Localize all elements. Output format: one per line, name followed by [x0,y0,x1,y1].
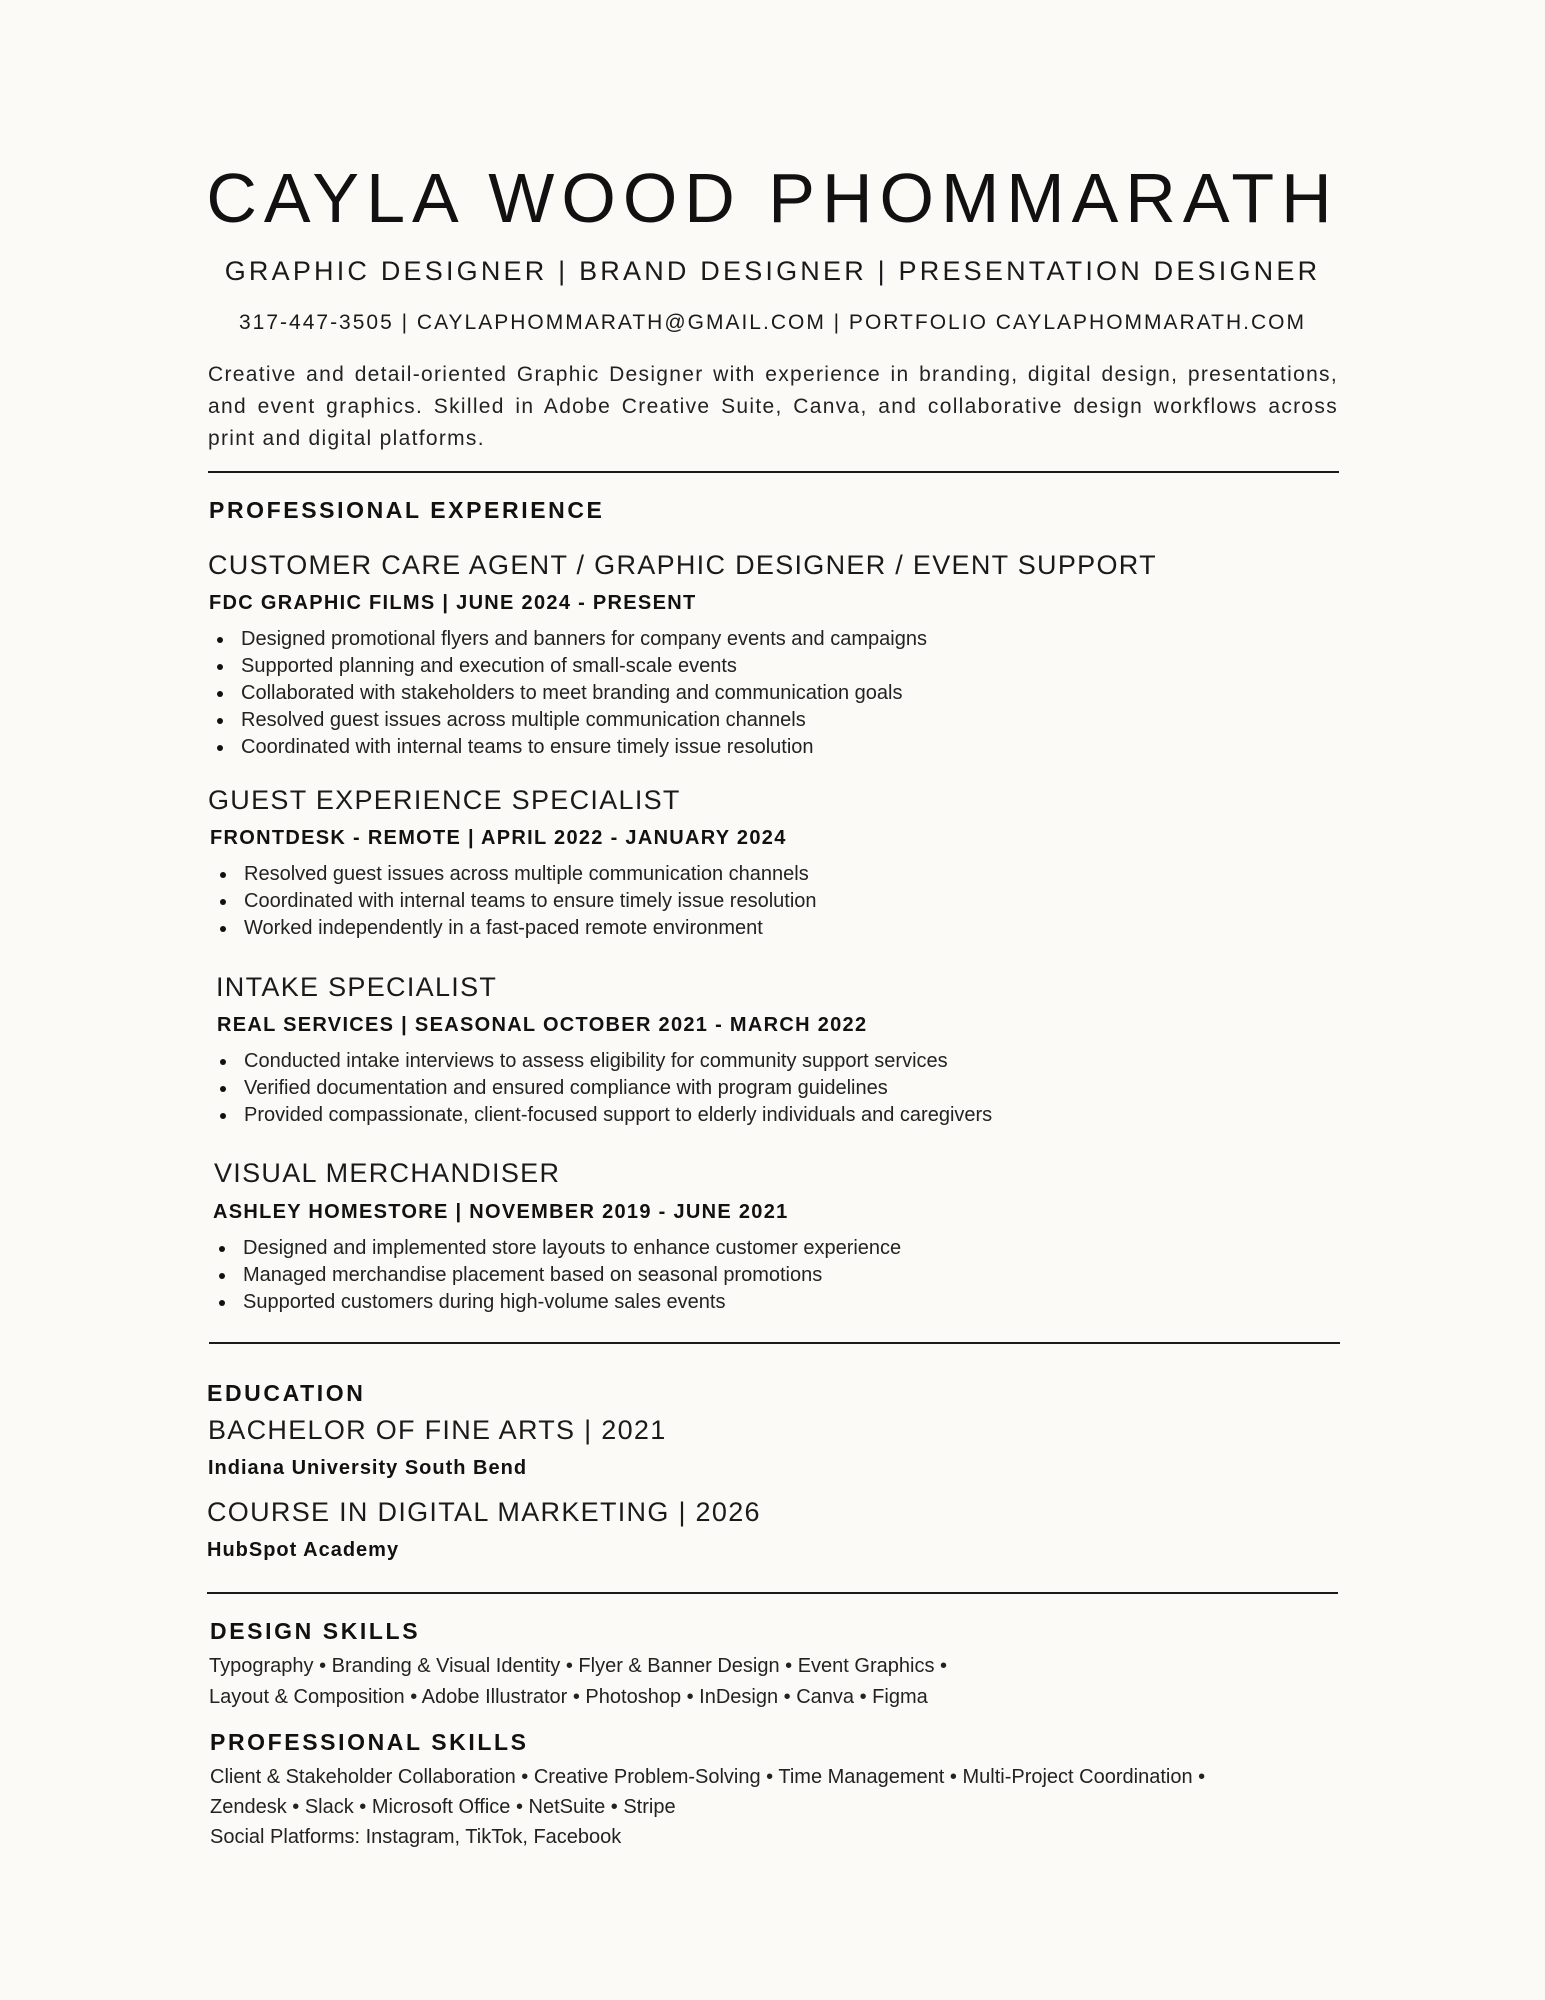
section-divider [207,1592,1338,1594]
list-item: Coordinated with internal teams to ensure timely issue resolution [209,734,927,761]
education-heading: EDUCATION [207,1380,366,1406]
list-item: Worked independently in a fast-paced remote environment [212,915,817,942]
design-skills-line: Layout & Composition • Adobe Illustrator • Photoshop • InDesign • Canva • Figma [209,1686,928,1708]
job-meta: FRONTDESK - REMOTE | APRIL 2022 - JANUARY 2024 [210,827,787,849]
list-item: Managed merchandise placement based on seasonal promotions [211,1262,901,1289]
professional-skills-heading: PROFESSIONAL SKILLS [210,1729,529,1755]
list-item: Verified documentation and ensured compliance with program guidelines [212,1075,992,1102]
job-title: INTAKE SPECIALIST [216,972,498,1002]
experience-heading: PROFESSIONAL EXPERIENCE [209,497,605,523]
job-title: GUEST EXPERIENCE SPECIALIST [208,785,681,815]
list-item: Conducted intake interviews to assess eligibility for community support services [212,1048,992,1075]
job-bullets [212,1048,992,1129]
education-degree: COURSE IN DIGITAL MARKETING | 2026 [207,1497,761,1527]
list-item: Collaborated with stakeholders to meet branding and communication goals [209,680,927,707]
design-skills-line: Typography • Branding & Visual Identity • Flyer & Banner Design • Event Graphics • [209,1655,948,1677]
list-item: Provided compassionate, client-focused support to elderly individuals and caregivers [212,1102,992,1129]
section-divider [209,1342,1340,1344]
section-divider [208,471,1339,473]
education-degree: BACHELOR OF FINE ARTS | 2021 [208,1415,667,1445]
education-school: HubSpot Academy [207,1539,400,1561]
job-bullets [209,626,927,761]
job-title: VISUAL MERCHANDISER [214,1158,561,1188]
job-meta: REAL SERVICES | SEASONAL OCTOBER 2021 - MARCH 2022 [217,1014,868,1036]
list-item: Resolved guest issues across multiple communication channels [212,861,817,888]
job-title: CUSTOMER CARE AGENT / GRAPHIC DESIGNER / EVENT SUPPORT [208,550,1157,580]
candidate-name: CAYLA WOOD PHOMMARATH [206,159,1339,237]
professional-summary: Creative and detail-oriented Graphic Designer with experience in branding, digital design, presentations, and event graphics. Skilled in Adobe Creative Suite, Canva, and collaborative design workflows across print and digital platforms. [208,363,1338,450]
list-item: Resolved guest issues across multiple communication channels [209,707,927,734]
job-bullets [211,1235,901,1316]
list-item: Designed and implemented store layouts to enhance customer experience [211,1235,901,1262]
job-meta: ASHLEY HOMESTORE | NOVEMBER 2019 - JUNE 2021 [213,1201,789,1223]
list-item: Supported customers during high-volume sales events [211,1289,901,1316]
list-item: Designed promotional flyers and banners for company events and campaigns [209,626,927,653]
job-bullets [212,861,817,942]
job-meta: FDC GRAPHIC FILMS | JUNE 2024 - PRESENT [209,592,697,614]
contact-line: 317-447-3505 | CAYLAPHOMMARATH@GMAIL.COM | PORTFOLIO CAYLAPHOMMARATH.COM [239,311,1306,334]
list-item: Coordinated with internal teams to ensure timely issue resolution [212,888,817,915]
design-skills-heading: DESIGN SKILLS [210,1618,421,1644]
professional-skills-line: Social Platforms: Instagram, TikTok, Facebook [210,1826,622,1848]
list-item: Supported planning and execution of small-scale events [209,653,927,680]
professional-skills-line: Client & Stakeholder Collaboration • Creative Problem-Solving • Time Management • Multi-Project Coordination • [210,1766,1206,1788]
professional-skills-line: Zendesk • Slack • Microsoft Office • NetSuite • Stripe [210,1796,676,1818]
job-titles-line: GRAPHIC DESIGNER | BRAND DESIGNER | PRESENTATION DESIGNER [224,256,1321,286]
education-school: Indiana University South Bend [208,1457,528,1479]
